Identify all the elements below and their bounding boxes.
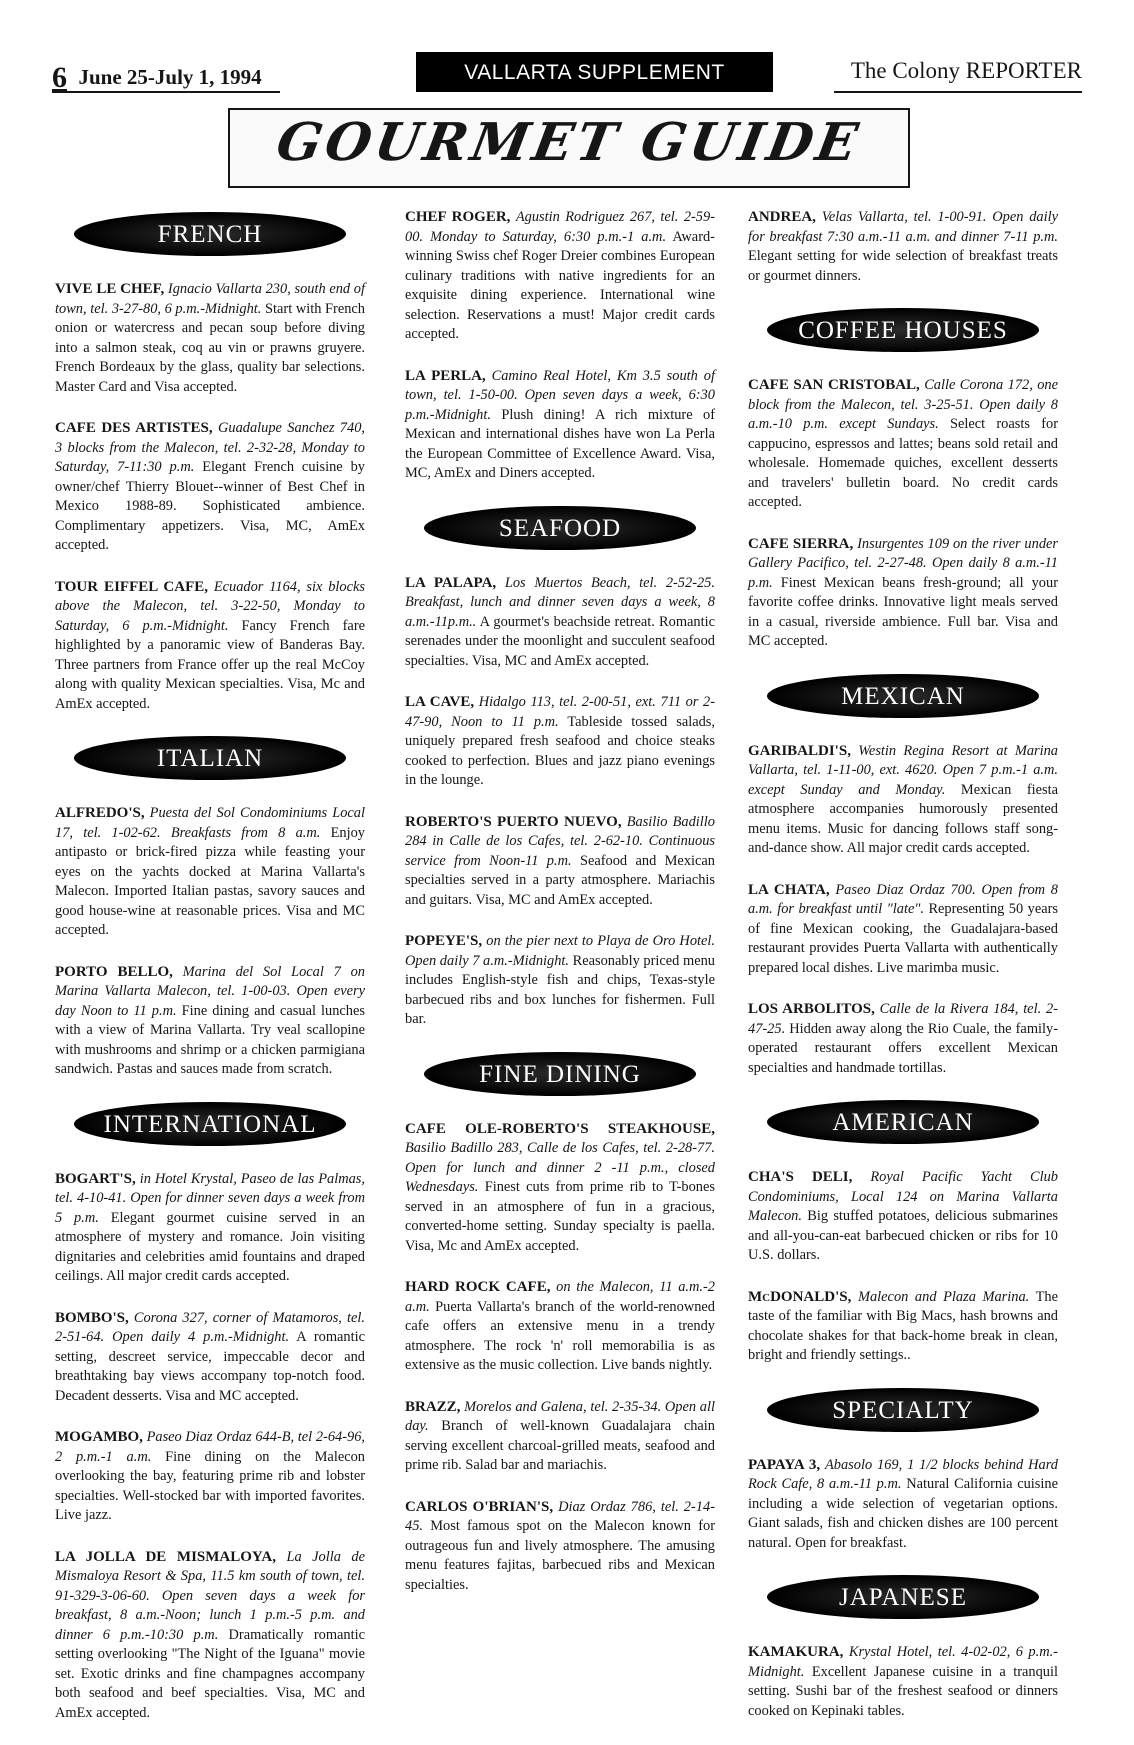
- restaurant-details: La Jolla de Mismaloya Resort & Spa, 11.5 km south of town, tel. 91-329-3-06-60. Open seven days a week for breakfast, 8 a.m.-Noon; lunch 1 p.m.-5 p.m. and dinner 6 p.m.-10:30 p.m.: [55, 1548, 365, 1643]
- listing: [55, 1428, 365, 1526]
- restaurant-description: Tableside tossed salads, uniquely prepared fresh seafood and choice steaks cooked to perfection. Blues and jazz piano evenings in the lounge.: [405, 713, 715, 788]
- restaurant-description: A gourmet's beachside retreat. Romantic serenades under the moonlight and succulent seafood specialties. Visa, MC and AmEx accepted.: [405, 613, 715, 669]
- listing: [405, 1120, 715, 1257]
- restaurant-description: Elegant French cuisine by owner/chef Thierry Blouet--winner of Best Chef in Mexico 1988-89. Sophisticated ambience. Complimentary appetizers. Visa, MC, AmEx accepted.: [55, 459, 365, 553]
- section-heading-mexican: MEXICAN: [767, 674, 1039, 718]
- restaurant-details: Corona 327, corner of Matamoros, tel. 2-51-64. Open daily 4 p.m.-Midnight.: [55, 1309, 365, 1345]
- restaurant-description: Fine dining on the Malecon overlooking the bay, featuring prime rib and lobster specialties. Well-stocked bar with imported favorites. Live jazz.: [55, 1448, 365, 1523]
- listing: [55, 1548, 365, 1724]
- section-heading-specialty: SPECIALTY: [767, 1388, 1039, 1432]
- listing: [405, 1398, 715, 1476]
- restaurant-name: MOGAMBO,: [55, 1429, 143, 1445]
- section-heading-french: FRENCH: [74, 212, 346, 256]
- restaurant-description: The taste of the familiar with Big Macs, hash browns and chocolate shakes for that back-home break in clean, bright and friendly settings..: [748, 1288, 1058, 1363]
- restaurant-name: McDONALD'S,: [748, 1288, 852, 1305]
- restaurant-name: BOMBO'S,: [55, 1309, 129, 1326]
- listing: [748, 1000, 1058, 1078]
- divider: [52, 91, 280, 93]
- listing: [405, 367, 715, 484]
- listing: [55, 963, 365, 1080]
- column-2: [405, 208, 715, 1617]
- listing: [405, 208, 715, 345]
- restaurant-description: Enjoy antipasto or brick-fired pizza while feasting your eyes on the yachts docked at Marina Vallarta's Malecon. Imported Italian pastas, savory sauces and good house-wine at reasonable prices. Visa and MC accepted.: [55, 824, 365, 938]
- page-number: 6: [52, 61, 67, 94]
- restaurant-name: CAFE SAN CRISTOBAL,: [748, 377, 920, 393]
- restaurant-name: CAFE OLE-ROBERTO'S STEAKHOUSE,: [405, 1120, 715, 1137]
- listing: [748, 1643, 1058, 1721]
- masthead: [52, 52, 1082, 92]
- restaurant-details: Camino Real Hotel, Km 3.5 south of town, tel. 1-50-00. Open seven days a week, 6:30 p.m.-Midnight.: [405, 367, 715, 423]
- listing: [55, 1309, 365, 1407]
- restaurant-details: Krystal Hotel, tel. 4-02-02, 6 p.m.-Midnight.: [748, 1644, 1058, 1680]
- restaurant-name: POPEYE'S,: [405, 933, 483, 949]
- section-heading-coffee-houses: COFFEE HOUSES: [767, 308, 1039, 352]
- listing: [748, 742, 1058, 859]
- listing: [405, 574, 715, 672]
- restaurant-details: Agustin Rodriguez 267, tel. 2-59-00. Monday to Saturday, 6:30 p.m.-1 a.m.: [405, 209, 715, 245]
- page-info: [52, 58, 262, 92]
- listing: [405, 932, 715, 1030]
- restaurant-description: Representing 50 years of fine Mexican cooking, the Guadalajara-based restaurant provides Puerta Vallarta with authentically prepared local dishes. Live marimba music.: [748, 901, 1058, 976]
- listing: [55, 578, 365, 715]
- restaurant-details: Velas Vallarta, tel. 1-00-91. Open daily for breakfast 7:30 a.m.-11 a.m. and dinner 7-11 p.m.: [748, 209, 1058, 245]
- restaurant-description: Finest cuts from prime rib to T-bones served in an atmosphere of fun in a gracious, converted-home setting. Sunday specialty is paella. Visa, Mc and AmEx accepted.: [405, 1179, 715, 1254]
- section-heading-japanese: JAPANESE: [767, 1575, 1039, 1619]
- restaurant-description: Award-winning Swiss chef Roger Dreier combines European culinary traditions with native ingredients for an exquisite dining experience. International wine selection. Reservations a must! Major credit cards accepted.: [405, 228, 715, 342]
- restaurant-details: Westin Regina Resort at Marina Vallarta, tel. 1-11-00, ext. 4620. Open 7 p.m.-1 a.m. except Sunday and Monday.: [748, 742, 1058, 798]
- restaurant-description: Plush dining! A rich mixture of Mexican and international dishes have won La Perla the European Committee of Excellence Award. Visa, MC, AmEx and Diners accepted.: [405, 406, 715, 481]
- restaurant-description: A romantic setting, descreet service, impeccable decor and breathtaking bay views accompany top-notch food. Decadent desserts. Visa and MC accepted.: [55, 1329, 365, 1404]
- restaurant-details: Abasolo 169, 1 1/2 blocks behind Hard Rock Cafe, 8 a.m.-11 p.m.: [748, 1456, 1058, 1492]
- restaurant-name: LA PERLA,: [405, 367, 486, 384]
- restaurant-name: PAPAYA 3,: [748, 1456, 821, 1473]
- restaurant-description: Finest Mexican beans fresh-ground; all your favorite coffee drinks. Innovative light meals served in a casual, riverside ambience. Full bar. Visa and MC accepted.: [748, 574, 1058, 649]
- listing: [748, 376, 1058, 513]
- restaurant-description: Branch of well-known Guadalajara chain serving excellent charcoal-grilled meats, seafood and prime rib. Salad bar and mariachis.: [405, 1418, 715, 1473]
- restaurant-description: Hidden away along the Rio Cuale, the family-operated restaurant offers excellent Mexican specialties and handmade tortillas.: [748, 1020, 1058, 1076]
- restaurant-details: Basilio Badillo 283, Calle de los Cafes, tel. 2-28-77. Open for lunch and dinner 2 -11 p.m., closed Wednesdays.: [405, 1140, 715, 1195]
- restaurant-name: LA PALAPA,: [405, 574, 497, 591]
- restaurant-details: Basilio Badillo 284 in Calle de los Cafes, tel. 2-62-10. Continuous service from Noon-11 p.m.: [405, 813, 715, 869]
- restaurant-description: Most famous spot on the Malecon known for outrageous fun and lively atmosphere. The amusing menu features fajitas, barbecued ribs and Mexican specialties.: [405, 1518, 715, 1593]
- restaurant-description: Elegant gourmet cuisine served in an atmosphere of mystery and romance. Join visiting dignitaries and celebrities amid fountains and draped ceilings. All major credit cards accepted.: [55, 1209, 365, 1284]
- restaurant-details: Paseo Diaz Ordaz 700. Open from 8 a.m. for breakfast until "late".: [748, 881, 1058, 917]
- section-heading-fine-dining: FINE DINING: [424, 1052, 696, 1096]
- issue-date: June 25-July 1, 1994: [78, 65, 262, 89]
- section-label: VALLARTA SUPPLEMENT: [416, 52, 773, 92]
- section-heading-italian: ITALIAN: [74, 736, 346, 780]
- restaurant-name: KAMAKURA,: [748, 1644, 844, 1660]
- column-1: [55, 208, 365, 1745]
- restaurant-description: Seafood and Mexican specialties served in a party atmosphere. Mariachis and guitars. Visa, MC and AmEx accepted.: [405, 852, 715, 908]
- restaurant-details: Paseo Diaz Ordaz 644-B, tel 2-64-96, 2 p.m.-1 a.m.: [55, 1429, 365, 1465]
- section-heading-seafood: SEAFOOD: [424, 506, 696, 550]
- listing: [405, 813, 715, 911]
- restaurant-description: Big stuffed potatoes, delicious submarines and all-you-can-eat barbecued chicken or ribs for 10 U.S. dollars.: [748, 1208, 1058, 1263]
- restaurant-name: PORTO BELLO,: [55, 963, 173, 980]
- restaurant-description: Mexican fiesta atmosphere accompanies humorously presented menu items. Music for dancing follows staff song-and-dance show. All major credit cards accepted.: [748, 781, 1058, 856]
- restaurant-name: TOUR EIFFEL CAFE,: [55, 578, 208, 595]
- restaurant-details: Insurgentes 109 on the river under Gallery Pacifico, tel. 2-27-48. Open daily 8 a.m.-11 p.m.: [748, 535, 1058, 591]
- restaurant-name: BOGART'S,: [55, 1170, 136, 1187]
- restaurant-name: ALFREDO'S,: [55, 805, 145, 821]
- listing: [405, 1498, 715, 1596]
- listing: [55, 804, 365, 941]
- restaurant-details: in Hotel Krystal, Paseo de las Palmas, tel. 4-10-41. Open for dinner seven days a week from 5 p.m.: [55, 1170, 365, 1226]
- restaurant-name: ROBERTO'S PUERTO NUEVO,: [405, 813, 622, 830]
- restaurant-name: CAFE DES ARTISTES,: [55, 420, 213, 436]
- restaurant-name: BRAZZ,: [405, 1398, 461, 1415]
- listing: [405, 693, 715, 791]
- restaurant-name: CARLOS O'BRIAN'S,: [405, 1498, 554, 1515]
- restaurant-description: Fine dining and casual lunches with a view of Marina Vallarta. Try veal scallopine with mushrooms and shrimp or a chicken parmigiana sandwich. Pastas and sauces made from scratch.: [55, 1002, 365, 1077]
- restaurant-description: Elegant setting for wide selection of breakfast treats or gourmet dinners.: [748, 248, 1058, 284]
- restaurant-name: CAFE SIERRA,: [748, 535, 854, 552]
- listing: [748, 1456, 1058, 1554]
- section-heading-american: AMERICAN: [767, 1100, 1039, 1144]
- title-banner: [228, 108, 910, 188]
- listing: [748, 881, 1058, 979]
- restaurant-details: Puesta del Sol Condominiums Local 17, tel. 1-02-62. Breakfasts from 8 a.m.: [55, 805, 365, 841]
- restaurant-name: LA JOLLA DE MISMALOYA,: [55, 1548, 276, 1565]
- restaurant-details: Diaz Ordaz 786, tel. 2-14-45.: [405, 1498, 715, 1534]
- listing: [748, 1168, 1058, 1266]
- restaurant-details: Morelos and Galena, tel. 2-35-34. Open all day.: [405, 1398, 715, 1434]
- restaurant-name: HARD ROCK CAFE,: [405, 1279, 551, 1295]
- restaurant-description: Select roasts for cappucino, espressos and lattes; beans sold retail and wholesale. Homemade quiches, excellent desserts and travelers' bulletin board. No credit cards accepted.: [748, 416, 1058, 510]
- restaurant-details: Hidalgo 113, tel. 2-00-51, ext. 711 or 2-47-90, Noon to 11 p.m.: [405, 694, 715, 730]
- restaurant-name: CHA'S DELI,: [748, 1169, 853, 1185]
- restaurant-description: Fancy French fare highlighted by a panoramic view of Banderas Bay. Three partners from France offer up the real McCoy along with quality Mexican specialties. Visa, Mc and AmEx accepted.: [55, 617, 365, 712]
- restaurant-details: Royal Pacific Yacht Club Condominiums, Local 124 on Marina Vallarta Malecon.: [748, 1169, 1058, 1224]
- restaurant-details: Marina del Sol Local 7 on Marina Vallarta Malecon, tel. 1-00-03. Open every day Noon to 11 p.m.: [55, 963, 365, 1019]
- restaurant-details: Calle de la Rivera 184, tel. 2-47-25.: [748, 1001, 1058, 1037]
- restaurant-name: ANDREA,: [748, 209, 816, 225]
- restaurant-description: Reasonably priced menu includes English-style fish and chips, Texas-style barbecued ribs and box lunches for fishermen. Full bar.: [405, 952, 715, 1027]
- restaurant-details: on the Malecon, 11 a.m.-2 a.m.: [405, 1279, 715, 1315]
- page-title: GOURMET GUIDE: [272, 112, 866, 173]
- restaurant-details: Ecuador 1164, six blocks above the Malecon, tel. 3-22-50, Monday to Saturday, 6 p.m.-Midnight.: [55, 578, 365, 634]
- restaurant-details: Calle Corona 172, one block from the Malecon, tel. 3-25-51. Open daily 8 a.m.-10 p.m. except Sundays.: [748, 377, 1058, 432]
- restaurant-name: VIVE LE CHEF,: [55, 281, 165, 297]
- restaurant-description: Puerta Vallarta's branch of the world-renowned cafe offers an extensive menu in a trendy atmosphere. The rock 'n' roll memorabilia is as extensive as the music collection. Live bands nightly.: [405, 1298, 715, 1373]
- restaurant-name: GARIBALDI'S,: [748, 742, 851, 759]
- restaurant-details: Los Muertos Beach, tel. 2-52-25. Breakfast, lunch and dinner seven days a week, 8 a.m.-11p.m..: [405, 574, 715, 630]
- restaurant-name: LA CHATA,: [748, 881, 830, 898]
- restaurant-description: Natural California cuisine including a wide selection of vegetarian options. Giant salads, fish and chicken dishes are 100 percent natural. Open for breakfast.: [748, 1476, 1058, 1551]
- restaurant-description: Excellent Japanese cuisine in a tranquil setting. Sushi bar of the freshest seafood or dinners cooked on Kepinaki tables.: [748, 1663, 1058, 1719]
- restaurant-name: CHEF ROGER,: [405, 209, 511, 225]
- restaurant-details: Ignacio Vallarta 230, south end of town, tel. 3-27-80, 6 p.m.-Midnight.: [55, 281, 365, 317]
- listing: [748, 1288, 1058, 1366]
- restaurant-details: on the pier next to Playa de Oro Hotel. Open daily 7 a.m.-Midnight.: [405, 933, 715, 969]
- listing: [405, 1278, 715, 1376]
- section-heading-international: INTERNATIONAL: [74, 1102, 346, 1146]
- divider: [834, 91, 1082, 93]
- restaurant-description: Dramatically romantic setting overlooking "The Night of the Iguana" movie set. Exotic drinks and fine champagnes accompany both seafood and beef specialties. Visa, MC and AmEx accepted.: [55, 1626, 365, 1721]
- restaurant-details: Guadalupe Sanchez 740, 3 blocks from the Malecon, tel. 2-32-28, Monday to Saturday, 7-11:30 p.m.: [55, 420, 365, 475]
- publication-name: The Colony REPORTER: [850, 58, 1082, 83]
- restaurant-description: Start with French onion or watercress and pecan soup before diving into a salmon steak, coq au vin or prawns gruyere. French Bordeaux by the glass, quality bar selections. Master Card and Visa accepted.: [55, 300, 365, 395]
- listing: [55, 280, 365, 397]
- restaurant-name: LA CAVE,: [405, 694, 475, 710]
- listing: [748, 535, 1058, 652]
- restaurant-details: Malecon and Plaza Marina.: [857, 1288, 1030, 1305]
- listing: [55, 1170, 365, 1287]
- restaurant-name: LOS ARBOLITOS,: [748, 1001, 875, 1017]
- listing: [748, 208, 1058, 286]
- listing: [55, 419, 365, 556]
- column-3: [748, 208, 1058, 1743]
